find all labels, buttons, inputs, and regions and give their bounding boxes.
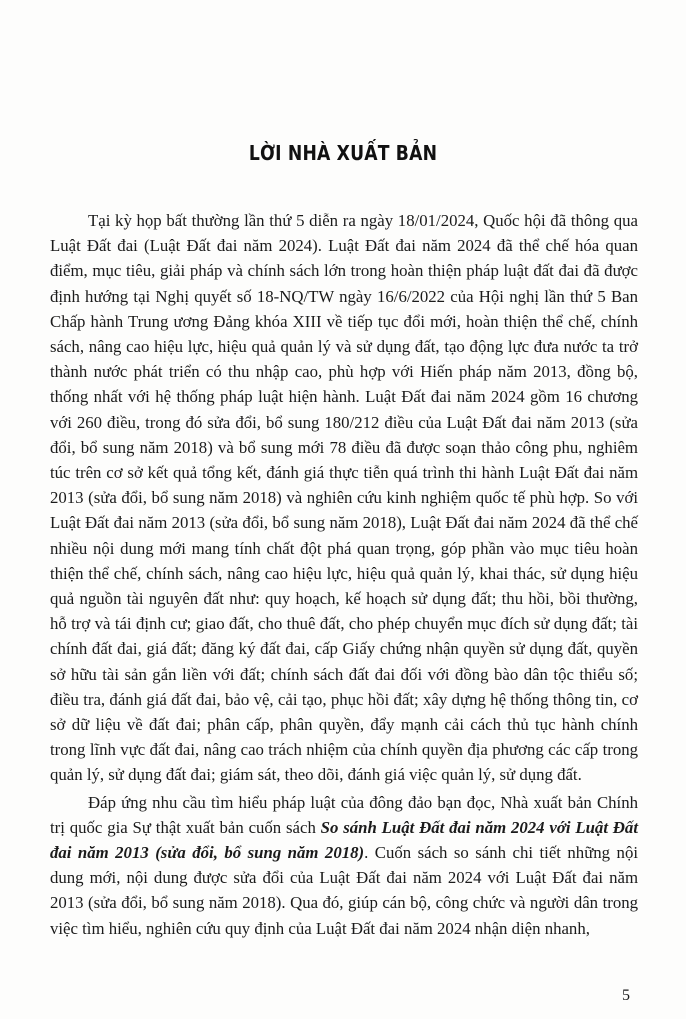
paragraph-publication-rest: . Cuốn sách so sánh chi tiết những nội dung mới, nội dung được sửa đổi của Luật Đất đai năm 2024 với Luật Đất đai năm 2013 (sửa đổi, bổ sung năm 2018). Qua đó, giúp cán bộ, công chức và người dân trong việc tìm hiểu, nghiên cứu quy định của Luật Đất đai năm 2024 nhận diện nhanh, (50, 843, 638, 938)
paragraph-publication (50, 790, 638, 941)
paragraph-publication-lead: Đáp ứng nhu cầu tìm hiểu pháp luật của đông đảo bạn đọc, Nhà xuất bản Chính trị quốc gia Sự thật xuất bản cuốn sách (50, 792, 638, 837)
body-text (50, 208, 638, 943)
page-title: LỜI NHÀ XUẤT BẢN (248, 141, 438, 165)
book-title: So sánh Luật Đất đai năm 2024 với Luật Đất đai năm 2013 (sửa đổi, bổ sung năm 2018) (50, 817, 638, 863)
page-number: 5 (622, 987, 630, 1004)
paragraph-intro: Tại kỳ họp bất thường lần thứ 5 diễn ra ngày 18/01/2024, Quốc hội đã thông qua Luật Đất đai (Luật Đất đai năm 2024). Luật Đất đai năm 2024 đã thể chế hóa quan điểm, mục tiêu, giải pháp và chính sách lớn trong hoàn thiện pháp luật đất đai đã được định hướng tại Nghị quyết số 18-NQ/TW ngày 16/6/2022 của Hội nghị lần thứ 5 Ban Chấp hành Trung ương Đảng khóa XIII về tiếp tục đổi mới, hoàn thiện thể chế, chính sách, nâng cao hiệu lực, hiệu quả quản lý và sử dụng đất, tạo động lực đưa nước ta trở thành nước phát triển có thu nhập cao, phù hợp với Hiến pháp năm 2013, đồng bộ, thống nhất với hệ thống pháp luật hiện hành. Luật Đất đai năm 2024 gồm 16 chương với 260 điều, trong đó sửa đổi, bổ sung 180/212 điều của Luật Đất đai năm 2013 (sửa đổi, bổ sung năm 2018) và bổ sung mới 78 điều đã được soạn thảo công phu, nghiêm túc trên cơ sở kết quả tổng kết, đánh giá thực tiễn quá trình thi hành Luật Đất đai năm 2013 (sửa đổi, bổ sung năm 2018) và nghiên cứu kinh nghiệm quốc tế phù hợp. So với Luật Đất đai năm 2013 (sửa đổi, bổ sung năm 2018), Luật Đất đai năm 2024 đã thể chế nhiều nội dung mới mang tính chất đột phá quan trọng, góp phần vào mục tiêu hoàn thiện thể chế, chính sách, nâng cao hiệu lực, hiệu quả quản lý, khai thác, sử dụng hiệu quả nguồn tài nguyên đất như: quy hoạch, kế hoạch sử dụng đất; thu hồi, bồi thường, hỗ trợ và tái định cư; giao đất, cho thuê đất, cho phép chuyển mục đích sử dụng đất; tài chính đất đai, giá đất; đăng ký đất đai, cấp Giấy chứng nhận quyền sử dụng đất, quyền sở hữu tài sản gắn liền với đất; chính sách đất đai đối với đồng bào dân tộc thiểu số; điều tra, đánh giá đất đai, bảo vệ, cải tạo, phục hồi đất; xây dựng hệ thống thông tin, cơ sở dữ liệu về đất đai; phân cấp, phân quyền, đẩy mạnh cải cách thủ tục hành chính trong lĩnh vực đất đai, nâng cao trách nhiệm của chính quyền địa phương các cấp trong quản lý, sử dụng đất đai; giám sát, theo dõi, đánh giá việc quản lý, sử dụng đất. (50, 211, 638, 785)
